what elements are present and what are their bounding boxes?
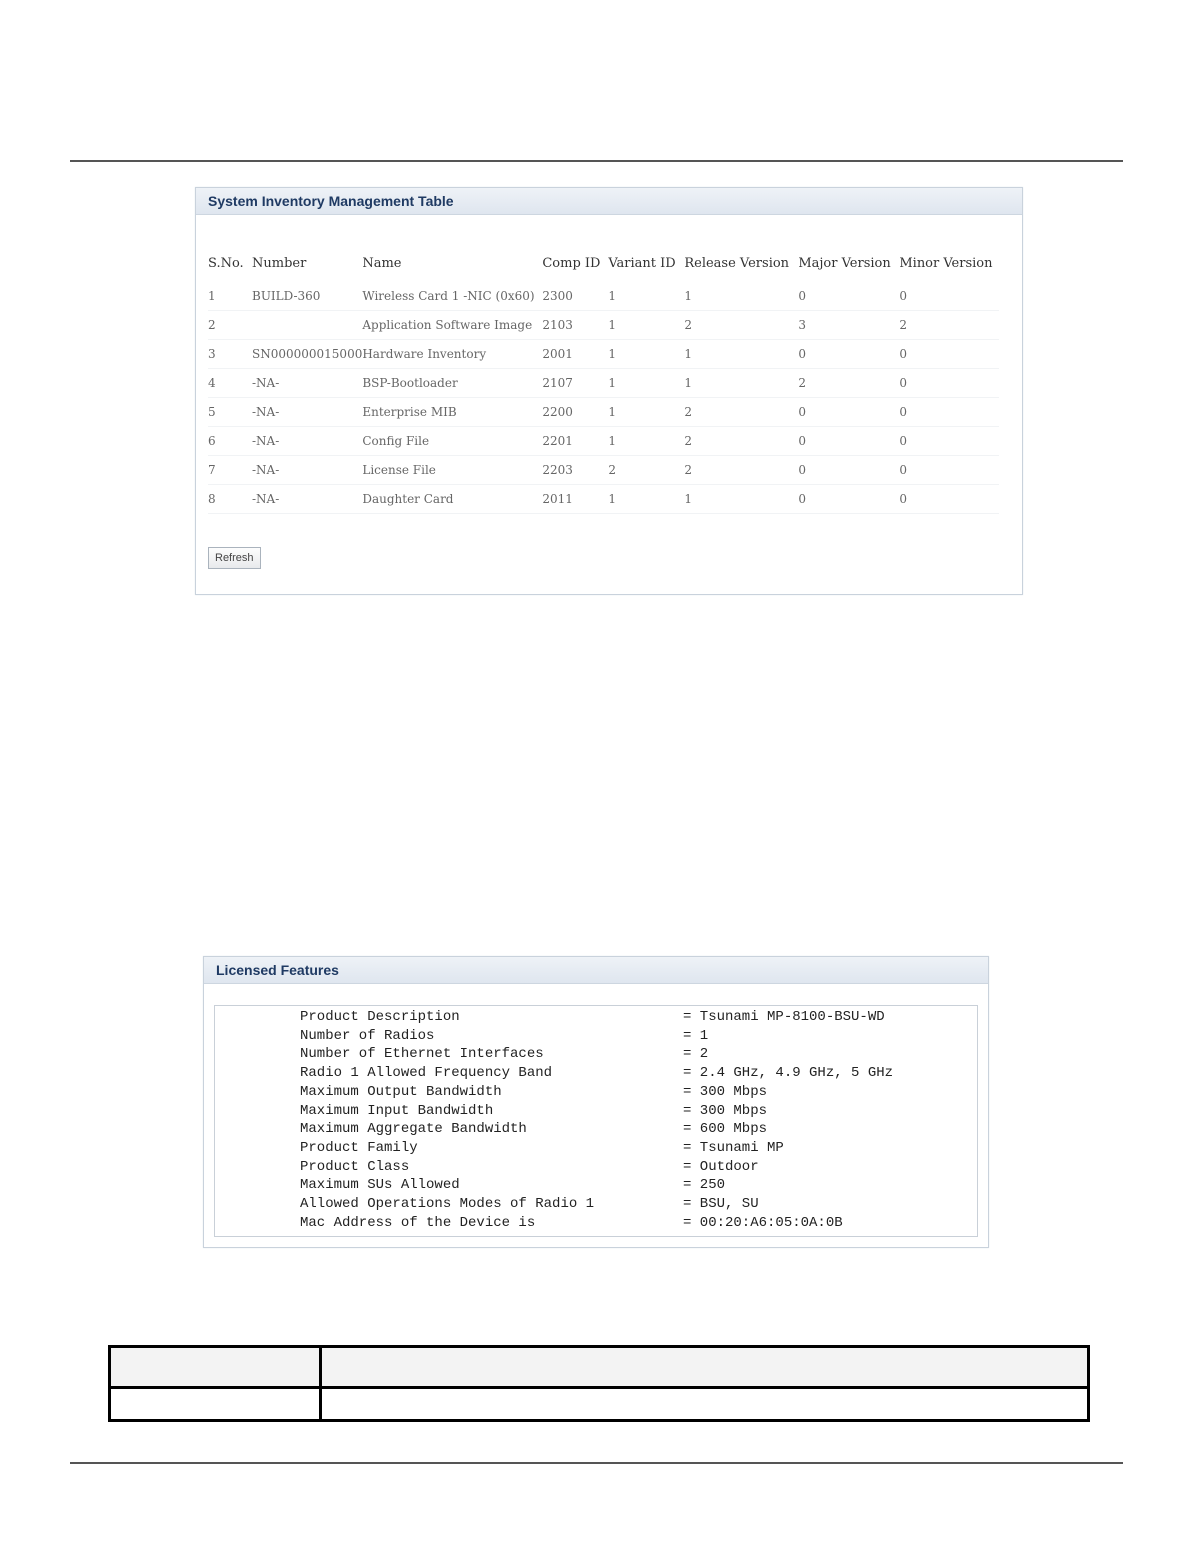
licensed-features-box (214, 1005, 978, 1237)
cell-name: License File (362, 456, 542, 485)
cell-comp-id: 2011 (542, 485, 608, 514)
cell-number: -NA- (252, 485, 362, 514)
column-header-major-version: Major Version (798, 255, 891, 271)
document-table-column-divider (319, 1348, 322, 1419)
cell-number: -NA- (252, 369, 362, 398)
cell-release-version: 1 (684, 485, 798, 514)
feature-value: = 300 Mbps (683, 1083, 768, 1100)
feature-label: Number of Radios (300, 1027, 435, 1044)
cell-sno: 1 (208, 282, 252, 311)
feature-label: Number of Ethernet Interfaces (300, 1046, 544, 1063)
feature-value: = Outdoor (683, 1158, 759, 1175)
cell-number: BUILD-360 (252, 282, 362, 311)
feature-label: Product Family (300, 1139, 418, 1156)
feature-label: Allowed Operations Modes of Radio 1 (300, 1196, 595, 1212)
cell-major-version: 0 (798, 398, 899, 427)
feature-value: = 2.4 GHz, 4.9 GHz, 5 GHz (683, 1065, 894, 1082)
cell-variant-id: 2 (608, 456, 684, 485)
bottom-rule (70, 1462, 1123, 1464)
cell-number (252, 311, 362, 340)
cell-minor-version: 0 (899, 398, 999, 427)
inventory-header-row (208, 254, 999, 282)
cell-major-version: 0 (798, 485, 899, 514)
cell-number: -NA- (252, 427, 362, 456)
cell-sno: 6 (208, 427, 252, 456)
cell-name: Enterprise MIB (362, 398, 542, 427)
feature-value: = 1 (683, 1027, 709, 1044)
cell-variant-id: 1 (608, 427, 684, 456)
feature-value: = Tsunami MP (683, 1139, 784, 1156)
feature-label: Mac Address of the Device is (300, 1214, 536, 1231)
cell-sno: 7 (208, 456, 252, 485)
feature-value: = BSU, SU (683, 1196, 759, 1212)
cell-release-version: 1 (684, 369, 798, 398)
feature-label: Radio 1 Allowed Frequency Band (300, 1065, 553, 1082)
cell-number: -NA- (252, 398, 362, 427)
feature-label: Maximum Input Bandwidth (300, 1102, 494, 1119)
table-row (208, 427, 999, 456)
cell-sno: 2 (208, 311, 252, 340)
inventory-panel-title: System Inventory Management Table (196, 188, 1022, 215)
cell-minor-version: 2 (899, 311, 999, 340)
cell-release-version: 2 (684, 311, 798, 340)
column-header-minor-version: Minor Version (899, 255, 993, 271)
cell-release-version: 2 (684, 456, 798, 485)
feature-label: Maximum SUs Allowed (300, 1177, 460, 1194)
cell-name: Wireless Card 1 -NIC (0x60) (362, 282, 542, 311)
feature-value: = 600 Mbps (683, 1121, 768, 1138)
column-header-sno: S.No. (208, 255, 244, 271)
cell-comp-id: 2203 (542, 456, 608, 485)
table-row (208, 456, 999, 485)
inventory-table (208, 254, 999, 514)
top-rule (70, 160, 1123, 162)
cell-variant-id: 1 (608, 369, 684, 398)
cell-release-version: 2 (684, 398, 798, 427)
cell-name: Config File (362, 427, 542, 456)
cell-minor-version: 0 (899, 340, 999, 369)
table-row (208, 485, 999, 514)
inventory-panel (195, 187, 1023, 595)
table-row (208, 369, 999, 398)
cell-minor-version: 0 (899, 282, 999, 311)
cell-comp-id: 2103 (542, 311, 608, 340)
cell-name: BSP-Bootloader (362, 369, 542, 398)
feature-value: = 250 (683, 1177, 726, 1194)
cell-comp-id: 2200 (542, 398, 608, 427)
feature-label: Maximum Output Bandwidth (300, 1083, 502, 1100)
table-row (208, 340, 999, 369)
cell-name: Application Software Image (362, 311, 542, 340)
cell-minor-version: 0 (899, 427, 999, 456)
document-table-header-row (111, 1348, 1087, 1389)
feature-value: = 00:20:A6:05:0A:0B (683, 1214, 843, 1231)
cell-comp-id: 2300 (542, 282, 608, 311)
cell-name: Daughter Card (362, 485, 542, 514)
cell-variant-id: 1 (608, 311, 684, 340)
cell-minor-version: 0 (899, 456, 999, 485)
column-header-number: Number (252, 255, 307, 271)
feature-label: Maximum Aggregate Bandwidth (300, 1121, 527, 1138)
licensed-features-panel (203, 956, 989, 1248)
cell-sno: 4 (208, 369, 252, 398)
column-header-variant-id: Variant ID (608, 255, 676, 271)
cell-name: Hardware Inventory (362, 340, 542, 369)
table-row (208, 398, 999, 427)
cell-variant-id: 1 (608, 485, 684, 514)
cell-major-version: 0 (798, 340, 899, 369)
cell-minor-version: 0 (899, 485, 999, 514)
refresh-button[interactable]: Refresh (208, 547, 261, 569)
feature-label: Product Description (300, 1009, 460, 1025)
cell-variant-id: 1 (608, 398, 684, 427)
cell-major-version: 2 (798, 369, 899, 398)
cell-major-version: 0 (798, 282, 899, 311)
cell-comp-id: 2001 (542, 340, 608, 369)
cell-release-version: 1 (684, 282, 798, 311)
table-row (208, 311, 999, 340)
cell-sno: 8 (208, 485, 252, 514)
cell-release-version: 1 (684, 340, 798, 369)
cell-sno: 5 (208, 398, 252, 427)
cell-variant-id: 1 (608, 340, 684, 369)
cell-variant-id: 1 (608, 282, 684, 311)
cell-number: SN000000015000 (252, 340, 362, 369)
licensed-features-title: Licensed Features (204, 957, 988, 984)
cell-major-version: 0 (798, 427, 899, 456)
table-row (208, 282, 999, 311)
cell-release-version: 2 (684, 427, 798, 456)
cell-minor-version: 0 (899, 369, 999, 398)
feature-label: Product Class (300, 1158, 410, 1175)
cell-comp-id: 2107 (542, 369, 608, 398)
column-header-release-version: Release Version (684, 255, 790, 271)
column-header-comp-id: Comp ID (542, 255, 601, 271)
feature-value: = 300 Mbps (683, 1102, 768, 1119)
document-table (108, 1345, 1090, 1422)
cell-major-version: 3 (798, 311, 899, 340)
cell-major-version: 0 (798, 456, 899, 485)
cell-number: -NA- (252, 456, 362, 485)
cell-sno: 3 (208, 340, 252, 369)
feature-value: = Tsunami MP-8100-BSU-WD (683, 1009, 885, 1025)
cell-comp-id: 2201 (542, 427, 608, 456)
column-header-name: Name (362, 255, 402, 271)
feature-value: = 2 (683, 1046, 709, 1063)
